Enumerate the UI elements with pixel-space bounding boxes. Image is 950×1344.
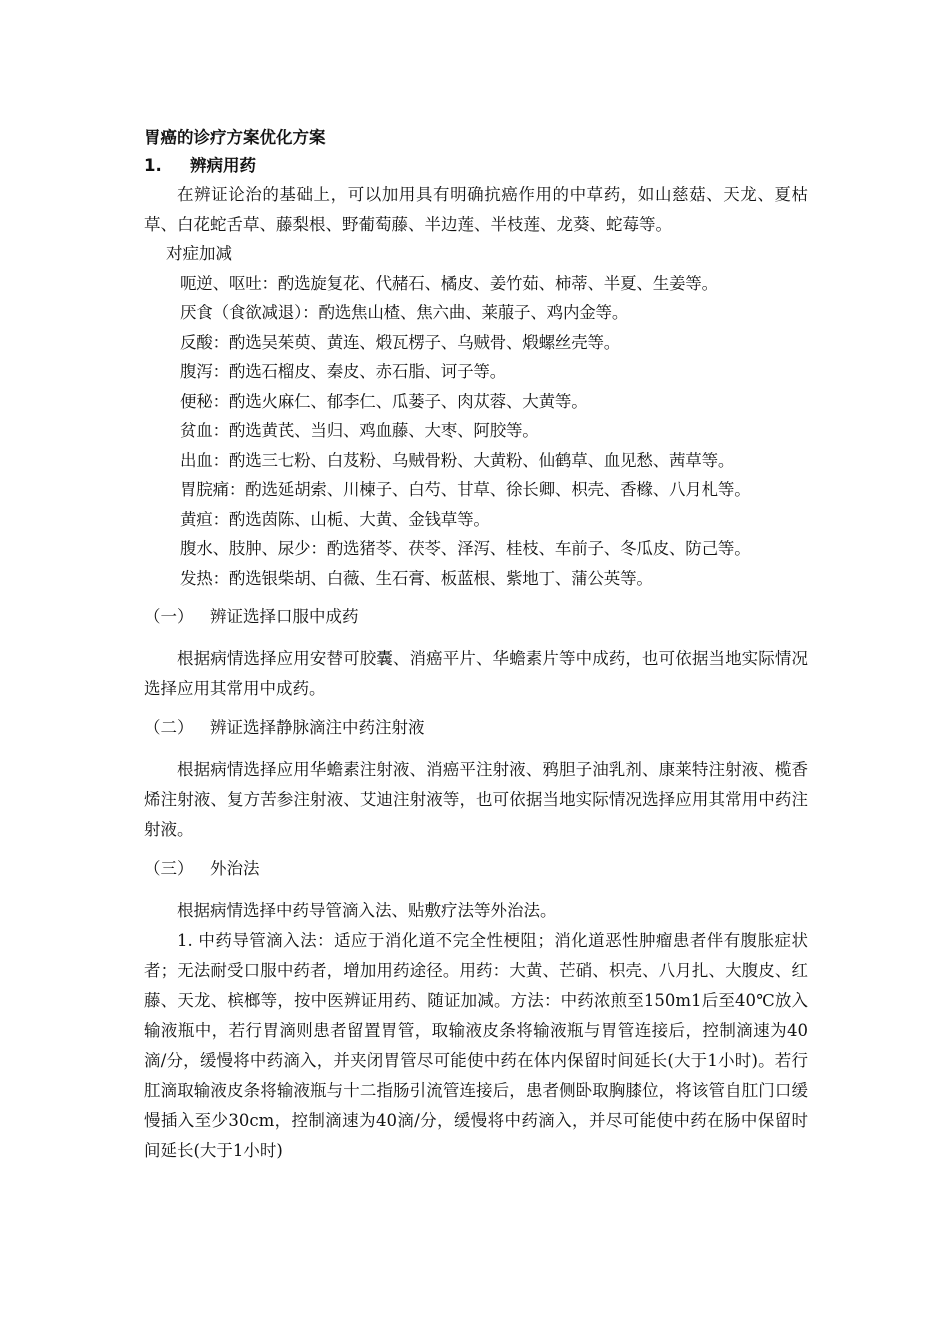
symptom-item: 厌食（食欲减退）：酌选焦山楂、焦六曲、莱菔子、鸡内金等。: [180, 303, 629, 322]
subsection-3-heading: [144, 854, 808, 884]
subsection-2-title: 辨证选择静脉滴注中药注射液: [210, 718, 425, 737]
section-1-number: 1.: [144, 156, 162, 175]
symptom-item: 胃脘痛：酌选延胡索、川楝子、白芍、甘草、徐长卿、枳壳、香橼、八月札等。: [180, 480, 751, 499]
subsection-1-title: 辨证选择口服中成药: [210, 607, 359, 626]
document-title: 胃癌的诊疗方案优化方案: [144, 128, 326, 147]
subsection-3-paragraph: 1. 中药导管滴入法：适应于消化道不完全性梗阻；消化道恶性肿瘤患者伴有腹胀症状者；无法耐受口服中药者，增加用药途径。用药：大黄、芒硝、枳壳、八月扎、大腹皮、红藤、天龙、槟榔等，按中医辨证用药、随证加减。方法：中药浓煎至150m1后至40℃放入输液瓶中，若行胃滴则患者留置胃管，取输液皮条将输液瓶与胃管连接后，控制滴速为40滴/分，缓慢将中药滴入，并夹闭胃管尽可能使中药在体内保留时间延长(大于1小时)。若行肛滴取输液皮条将输液瓶与十二指肠引流管连接后，患者侧卧取胸膝位，将该管自肛门口缓慢插入至少30cm，控制滴速为40滴/分，缓慢将中药滴入，并尽可能使中药在肠中保留时间延长(大于1小时): [144, 931, 808, 1160]
subsection-3-title: 外治法: [210, 859, 260, 878]
document-body: [144, 124, 808, 1166]
subsection-2-paragraph: 根据病情选择应用华蟾素注射液、消癌平注射液、鸦胆子油乳剂、康莱特注射液、榄香烯注射液、复方苦参注射液、艾迪注射液等，也可依据当地实际情况选择应用其常用中药注射液。: [144, 760, 808, 839]
section-1-title: 辨病用药: [190, 156, 256, 175]
symptom-item: 贫血：酌选黄芪、当归、鸡血藤、大枣、阿胶等。: [180, 421, 539, 440]
symptom-item: 反酸：酌选吴茱萸、黄连、煅瓦楞子、乌贼骨、煅螺丝壳等。: [180, 332, 621, 352]
symptom-item: 腹水、肢肿、尿少：酌选猪苓、茯苓、泽泻、桂枝、车前子、冬瓜皮、防己等。: [180, 539, 751, 558]
symptom-item: 便秘：酌选火麻仁、郁李仁、瓜蒌子、肉苁蓉、大黄等。: [180, 391, 588, 411]
subsection-3-paragraph: 根据病情选择中药导管滴入法、贴敷疗法等外治法。: [177, 901, 557, 920]
symptom-item: 黄疸：酌选茵陈、山栀、大黄、金钱草等。: [180, 509, 490, 529]
symptom-item: 呃逆、呕吐：酌选旋复花、代赭石、橘皮、姜竹茹、柿蒂、半夏、生姜等。: [180, 273, 718, 293]
symptom-list: [144, 269, 808, 594]
subsection-2-number: （二）: [144, 718, 194, 737]
symptom-item: 出血：酌选三七粉、白芨粉、乌贼骨粉、大黄粉、仙鹤草、血见愁、茜草等。: [180, 450, 735, 470]
subsection-1-heading: [144, 602, 808, 632]
section-1-paragraph: 在辨证论治的基础上，可以加用具有明确抗癌作用的中草药，如山慈菇、天龙、夏枯草、白花蛇舌草、藤梨根、野葡萄藤、半边莲、半枝莲、龙葵、蛇莓等。: [144, 185, 808, 234]
subsection-3-number: （三）: [144, 859, 194, 878]
subsection-1-paragraph: 根据病情选择应用安替可胶囊、消癌平片、华蟾素片等中成药，也可依据当地实际情况选择应用其常用中成药。: [144, 649, 808, 698]
symptom-item: 腹泻：酌选石榴皮、秦皮、赤石脂、诃子等。: [180, 362, 507, 381]
section-1-heading: [144, 152, 808, 180]
symptom-adjustment-label: 对症加减: [166, 244, 232, 263]
subsection-2-heading: [144, 713, 808, 743]
subsection-1-number: （一）: [144, 607, 194, 626]
symptom-item: 发热：酌选银柴胡、白薇、生石膏、板蓝根、紫地丁、蒲公英等。: [180, 568, 653, 588]
